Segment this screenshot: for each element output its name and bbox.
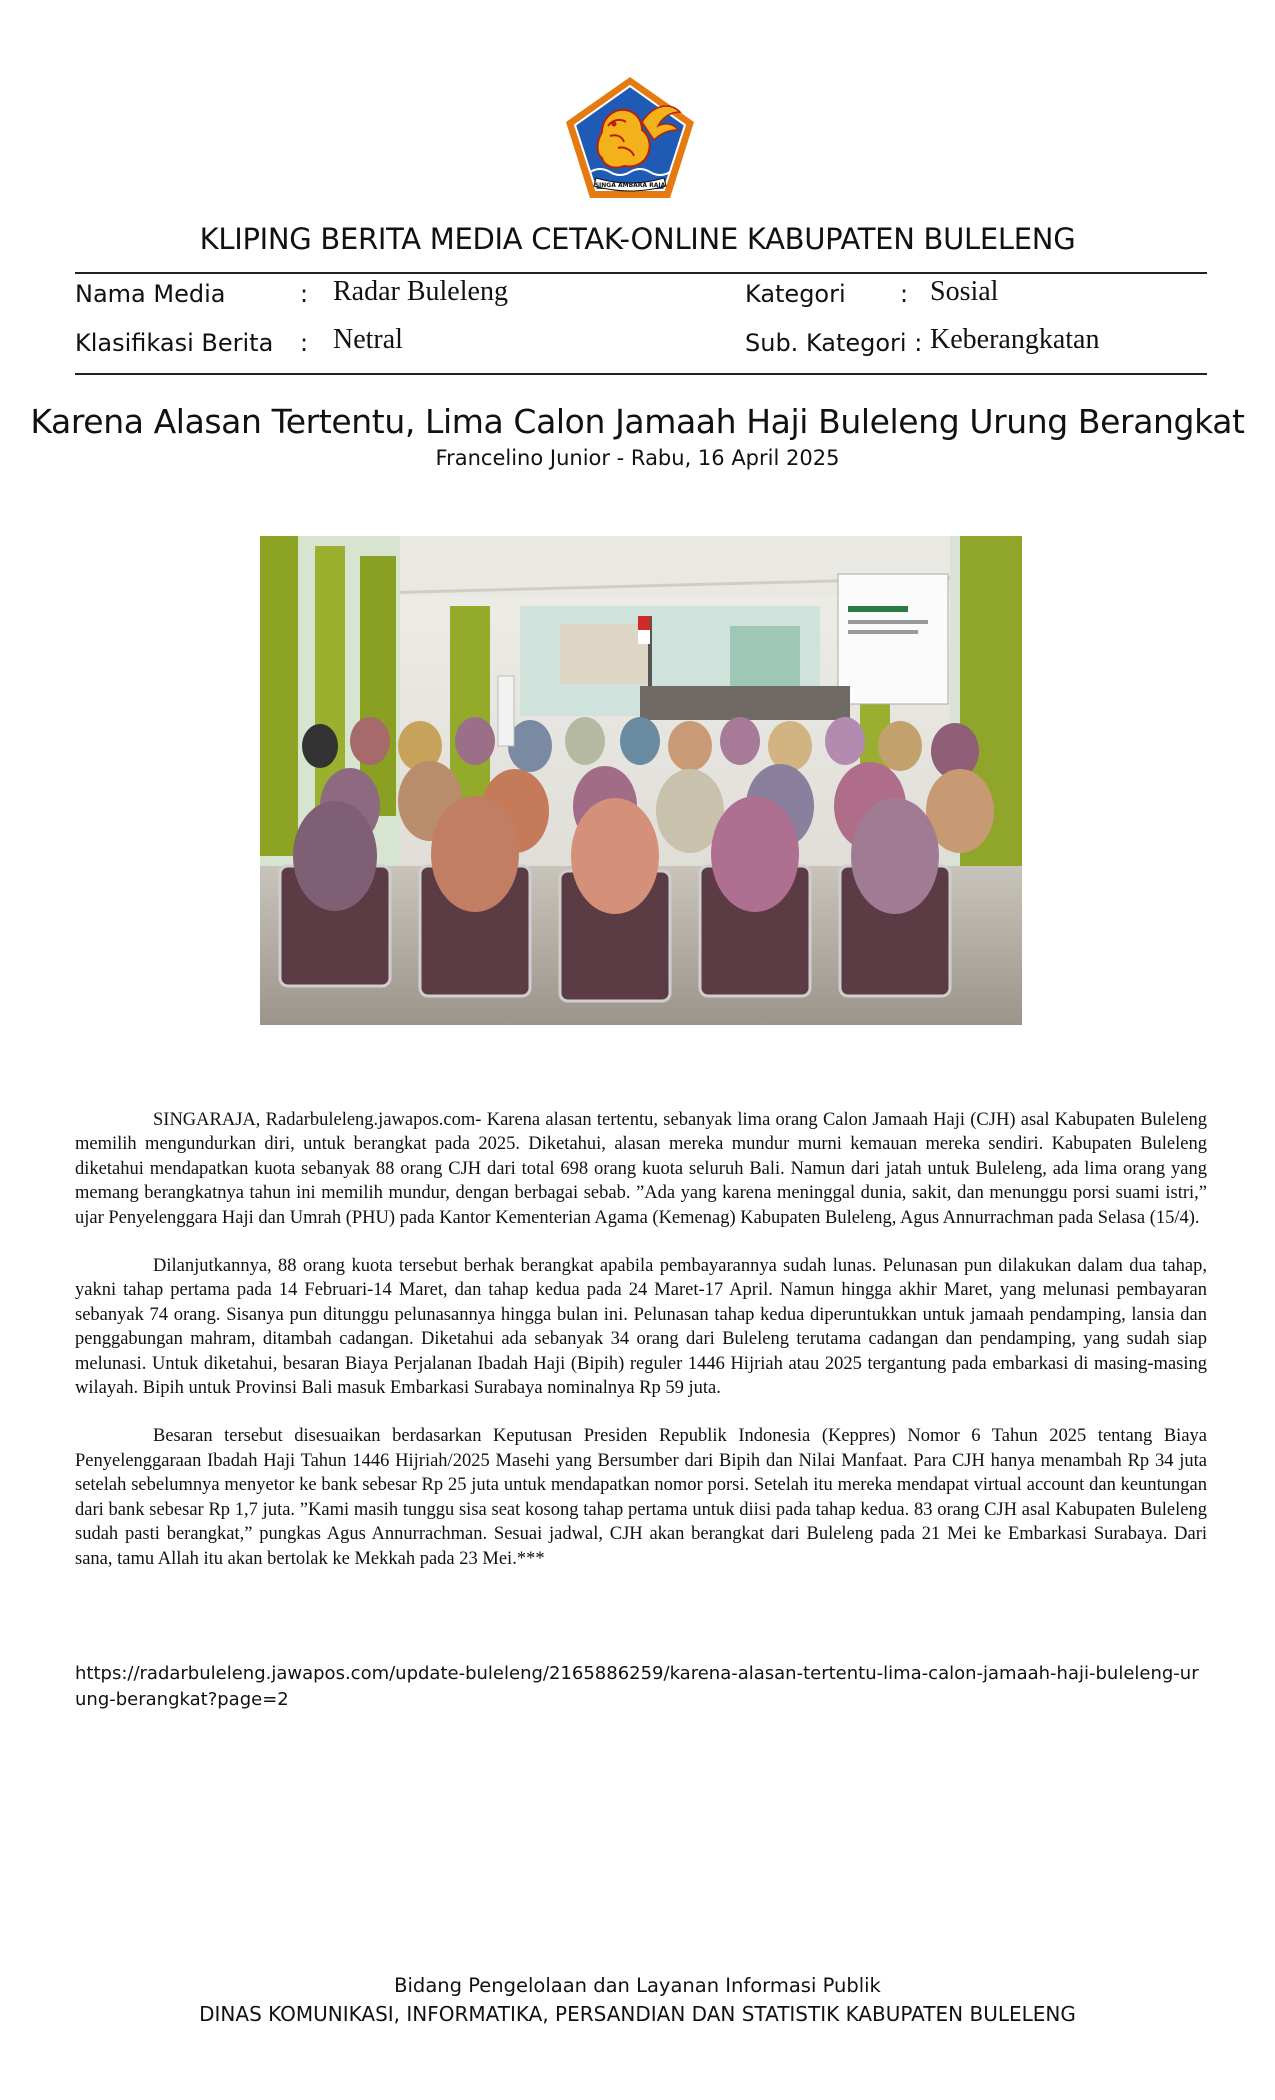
document-title: KLIPING BERITA MEDIA CETAK-ONLINE KABUPATEN BULELENG (199, 222, 1076, 256)
source-url: https://radarbuleleng.jawapos.com/update-buleleng/2165886259/karena-alasan-tertentu-lima-calon-jamaah-haji-buleleng-urung-berangkat?page=2 (75, 1663, 1199, 1710)
classification-colon: : (300, 329, 309, 357)
article-paragraph-1: SINGARAJA, Radarbuleleng.jawapos.com- Karena alasan tertentu, sebanyak lima orang Calon Jamaah Haji (CJH) asal Kabupaten Buleleng memilih mengundurkan diri, untuk berangkat pada 2025. Diketahui, alasan mereka mundur murni kemauan mereka sendiri. Kabupaten Buleleng diketahui mendapatkan kuota sebanyak 88 orang CJH dari total 698 orang kuota seluruh Bali. Namun dari jatah untuk Buleleng, ada lima orang yang memang berangkatnya tahun ini memilih mundur, dengan berbagai sebab. ”Ada yang karena meninggal dunia, sakit, dan menunggu porsi suami istri,” ujar Penyelenggara Haji dan Umrah (PHU) pada Kantor Kementerian Agama (Kemenag) Kabupaten Buleleng, Agus Annurrachman pada Selasa (15/4). (75, 1110, 1207, 1228)
media-name-label: Nama Media (75, 280, 226, 308)
svg-text:SINGA AMBARA RAJA: SINGA AMBARA RAJA (594, 182, 666, 189)
category-value: Sosial (930, 276, 999, 307)
subcategory-value: Keberangkatan (930, 324, 1100, 355)
footer-department: Bidang Pengelolaan dan Layanan Informasi Publik (394, 1974, 881, 1997)
buleleng-regency-crest-icon (562, 74, 698, 202)
classification-label: Klasifikasi Berita (75, 329, 274, 357)
header-divider-top (75, 272, 1207, 274)
category-label: Kategori (745, 280, 846, 308)
subcategory-label: Sub. Kategori : (745, 329, 923, 357)
article-paragraph-2: Dilanjutkannya, 88 orang kuota tersebut berhak berangkat apabila pembayarannya sudah lunas. Pelunasan pun dilakukan dalam dua tahap, yakni tahap pertama pada 14 Februari-14 Maret, dan tahap kedua pada 24 Maret-17 April. Namun hingga akhir Maret, yang melunasi pembayaran sebanyak 74 orang. Sisanya pun ditunggu pelunasannya hingga bulan ini. Pelunasan tahap kedua diperuntukkan untuk jamaah pendamping, lansia dan penggabungan mahram, ditambah cadangan. Diketahui ada sebanyak 34 orang dari Buleleng terutama cadangan dan pendamping, yang sudah siap melunasi. Untuk diketahui, besaran Biaya Perjalanan Ibadah Haji (Bipih) reguler 1446 Hijriah atau 2025 tergantung pada embarkasi di masing-masing wilayah. Bipih untuk Provinsi Bali masuk Embarkasi Surabaya nominalnya Rp 59 juta. (75, 1256, 1207, 1399)
category-colon: : (900, 280, 909, 308)
header-divider-bottom (75, 373, 1207, 375)
article-body (75, 1108, 1207, 1595)
article-byline: Francelino Junior - Rabu, 16 April 2025 (435, 446, 840, 470)
article-paragraph-3: Besaran tersebut disesuaikan berdasarkan Keputusan Presiden Republik Indonesia (Keppres) Nomor 6 Tahun 2025 tentang Biaya Penyelenggaraan Ibadah Haji Tahun 1446 Hijriah/2025 Masehi yang Bersumber dari Bipih dan Nilai Manfaat. Para CJH hanya menambah Rp 34 juta setelah sebelumnya menyetor ke bank sebesar Rp 25 juta untuk mendapatkan nomor porsi. Setelah itu mereka mendapat virtual account dan keuntungan dari bank sebesar Rp 1,7 juta. ”Kami masih tunggu sisa seat kosong tahap pertama untuk diisi pada tahap kedua. 83 orang CJH asal Kabupaten Buleleng sudah pasti berangkat,” pungkas Agus Annurrachman. Sesuai jadwal, CJH akan berangkat dari Buleleng pada 21 Mei ke Embarkasi Surabaya. Dari sana, tamu Allah itu akan bertolak ke Mekkah pada 23 Mei.*** (75, 1426, 1207, 1569)
article-headline: Karena Alasan Tertentu, Lima Calon Jamaah Haji Buleleng Urung Berangkat (30, 402, 1245, 441)
footer-agency: DINAS KOMUNIKASI, INFORMATIKA, PERSANDIAN DAN STATISTIK KABUPATEN BULELENG (199, 2002, 1076, 2026)
media-name-colon: : (300, 280, 309, 308)
article-photo (260, 536, 1022, 1025)
classification-value: Netral (333, 324, 403, 355)
media-name-value: Radar Buleleng (333, 276, 508, 307)
